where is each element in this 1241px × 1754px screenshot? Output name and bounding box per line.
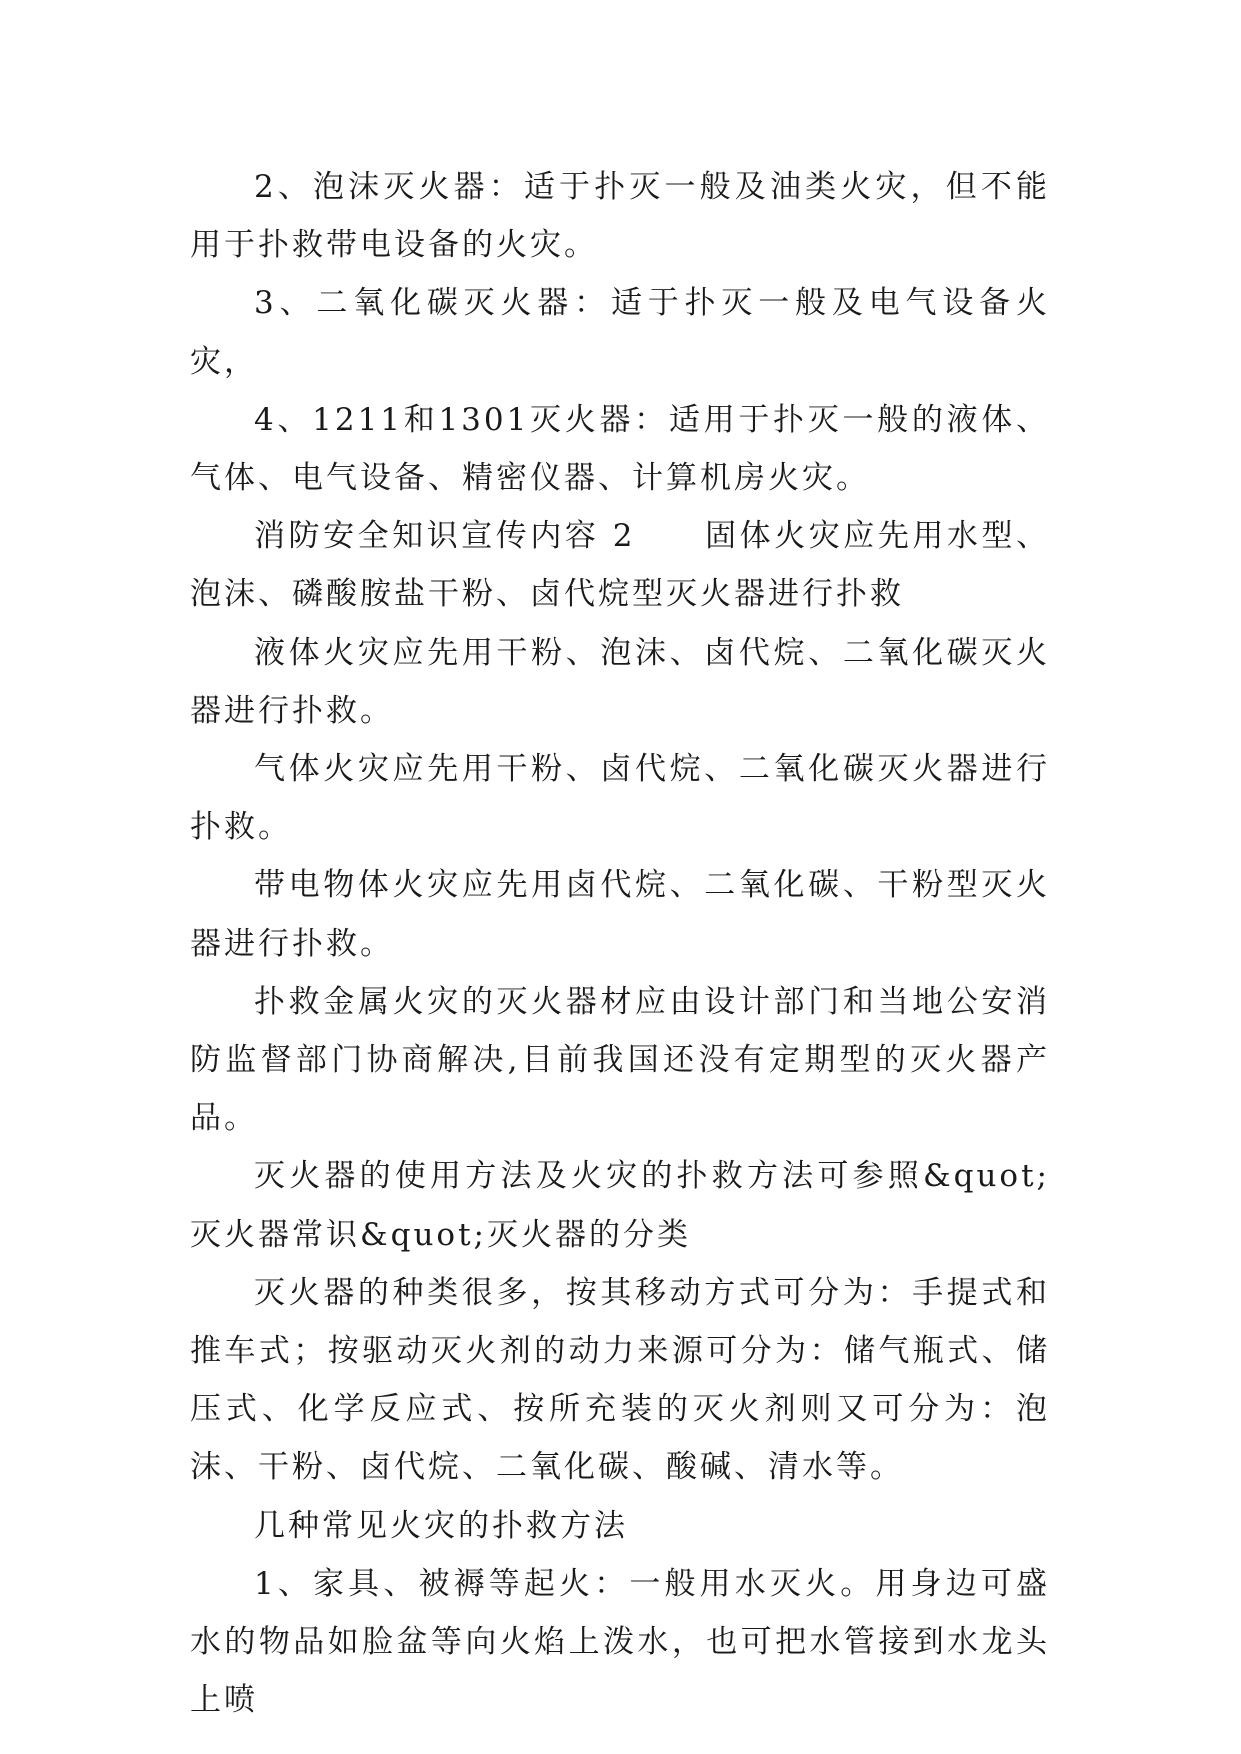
paragraph-usage-reference: 灭火器的使用方法及火灾的扑救方法可参照&quot;灭火器常识&quot;灭火器的分类	[190, 1158, 1050, 1253]
paragraph-solid-fire: 消防安全知识宣传内容 2 固体火灾应先用水型、泡沫、磷酸胺盐干粉、卤代烷型灭火器进行扑救	[190, 518, 1050, 613]
paragraph-metal-fire: 扑救金属火灾的灭火器材应由设计部门和当地公安消防监督部门协商解决,目前我国还没有定期型的灭火器产品。	[190, 983, 1050, 1137]
document-body	[190, 158, 1050, 1729]
paragraph-co2-extinguisher: 3、二氧化碳灭火器：适于扑灭一般及电气设备火灾，	[190, 285, 1050, 380]
paragraph-gas-fire: 气体火灾应先用干粉、卤代烷、二氧化碳灭火器进行扑救。	[190, 751, 1050, 846]
paragraph-halon-extinguisher: 4、1211和1301灭火器：适用于扑灭一般的液体、气体、电气设备、精密仪器、计算机房火灾。	[190, 401, 1050, 497]
paragraph-extinguisher-types: 灭火器的种类很多，按其移动方式可分为：手提式和推车式；按驱动灭火剂的动力来源可分为：储气瓶式、储压式、化学反应式、按所充装的灭火剂则又可分为：泡沫、干粉、卤代烷、二氧化碳、酸碱、清水等。	[190, 1274, 1050, 1486]
paragraph-section-heading: 几种常见火灾的扑救方法	[254, 1507, 628, 1544]
paragraph-furniture-fire: 1、家具、被褥等起火：一般用水灭火。用身边可盛水的物品如脸盆等向火焰上泼水，也可把水管接到水龙头上喷	[190, 1565, 1050, 1719]
paragraph-electrical-fire: 带电物体火灾应先用卤代烷、二氧化碳、干粉型灭火器进行扑救。	[190, 867, 1050, 962]
paragraph-foam-extinguisher: 2、泡沫灭火器：适于扑灭一般及油类火灾，但不能用于扑救带电设备的火灾。	[190, 169, 1050, 264]
paragraph-liquid-fire: 液体火灾应先用干粉、泡沫、卤代烷、二氧化碳灭火器进行扑救。	[190, 634, 1050, 729]
